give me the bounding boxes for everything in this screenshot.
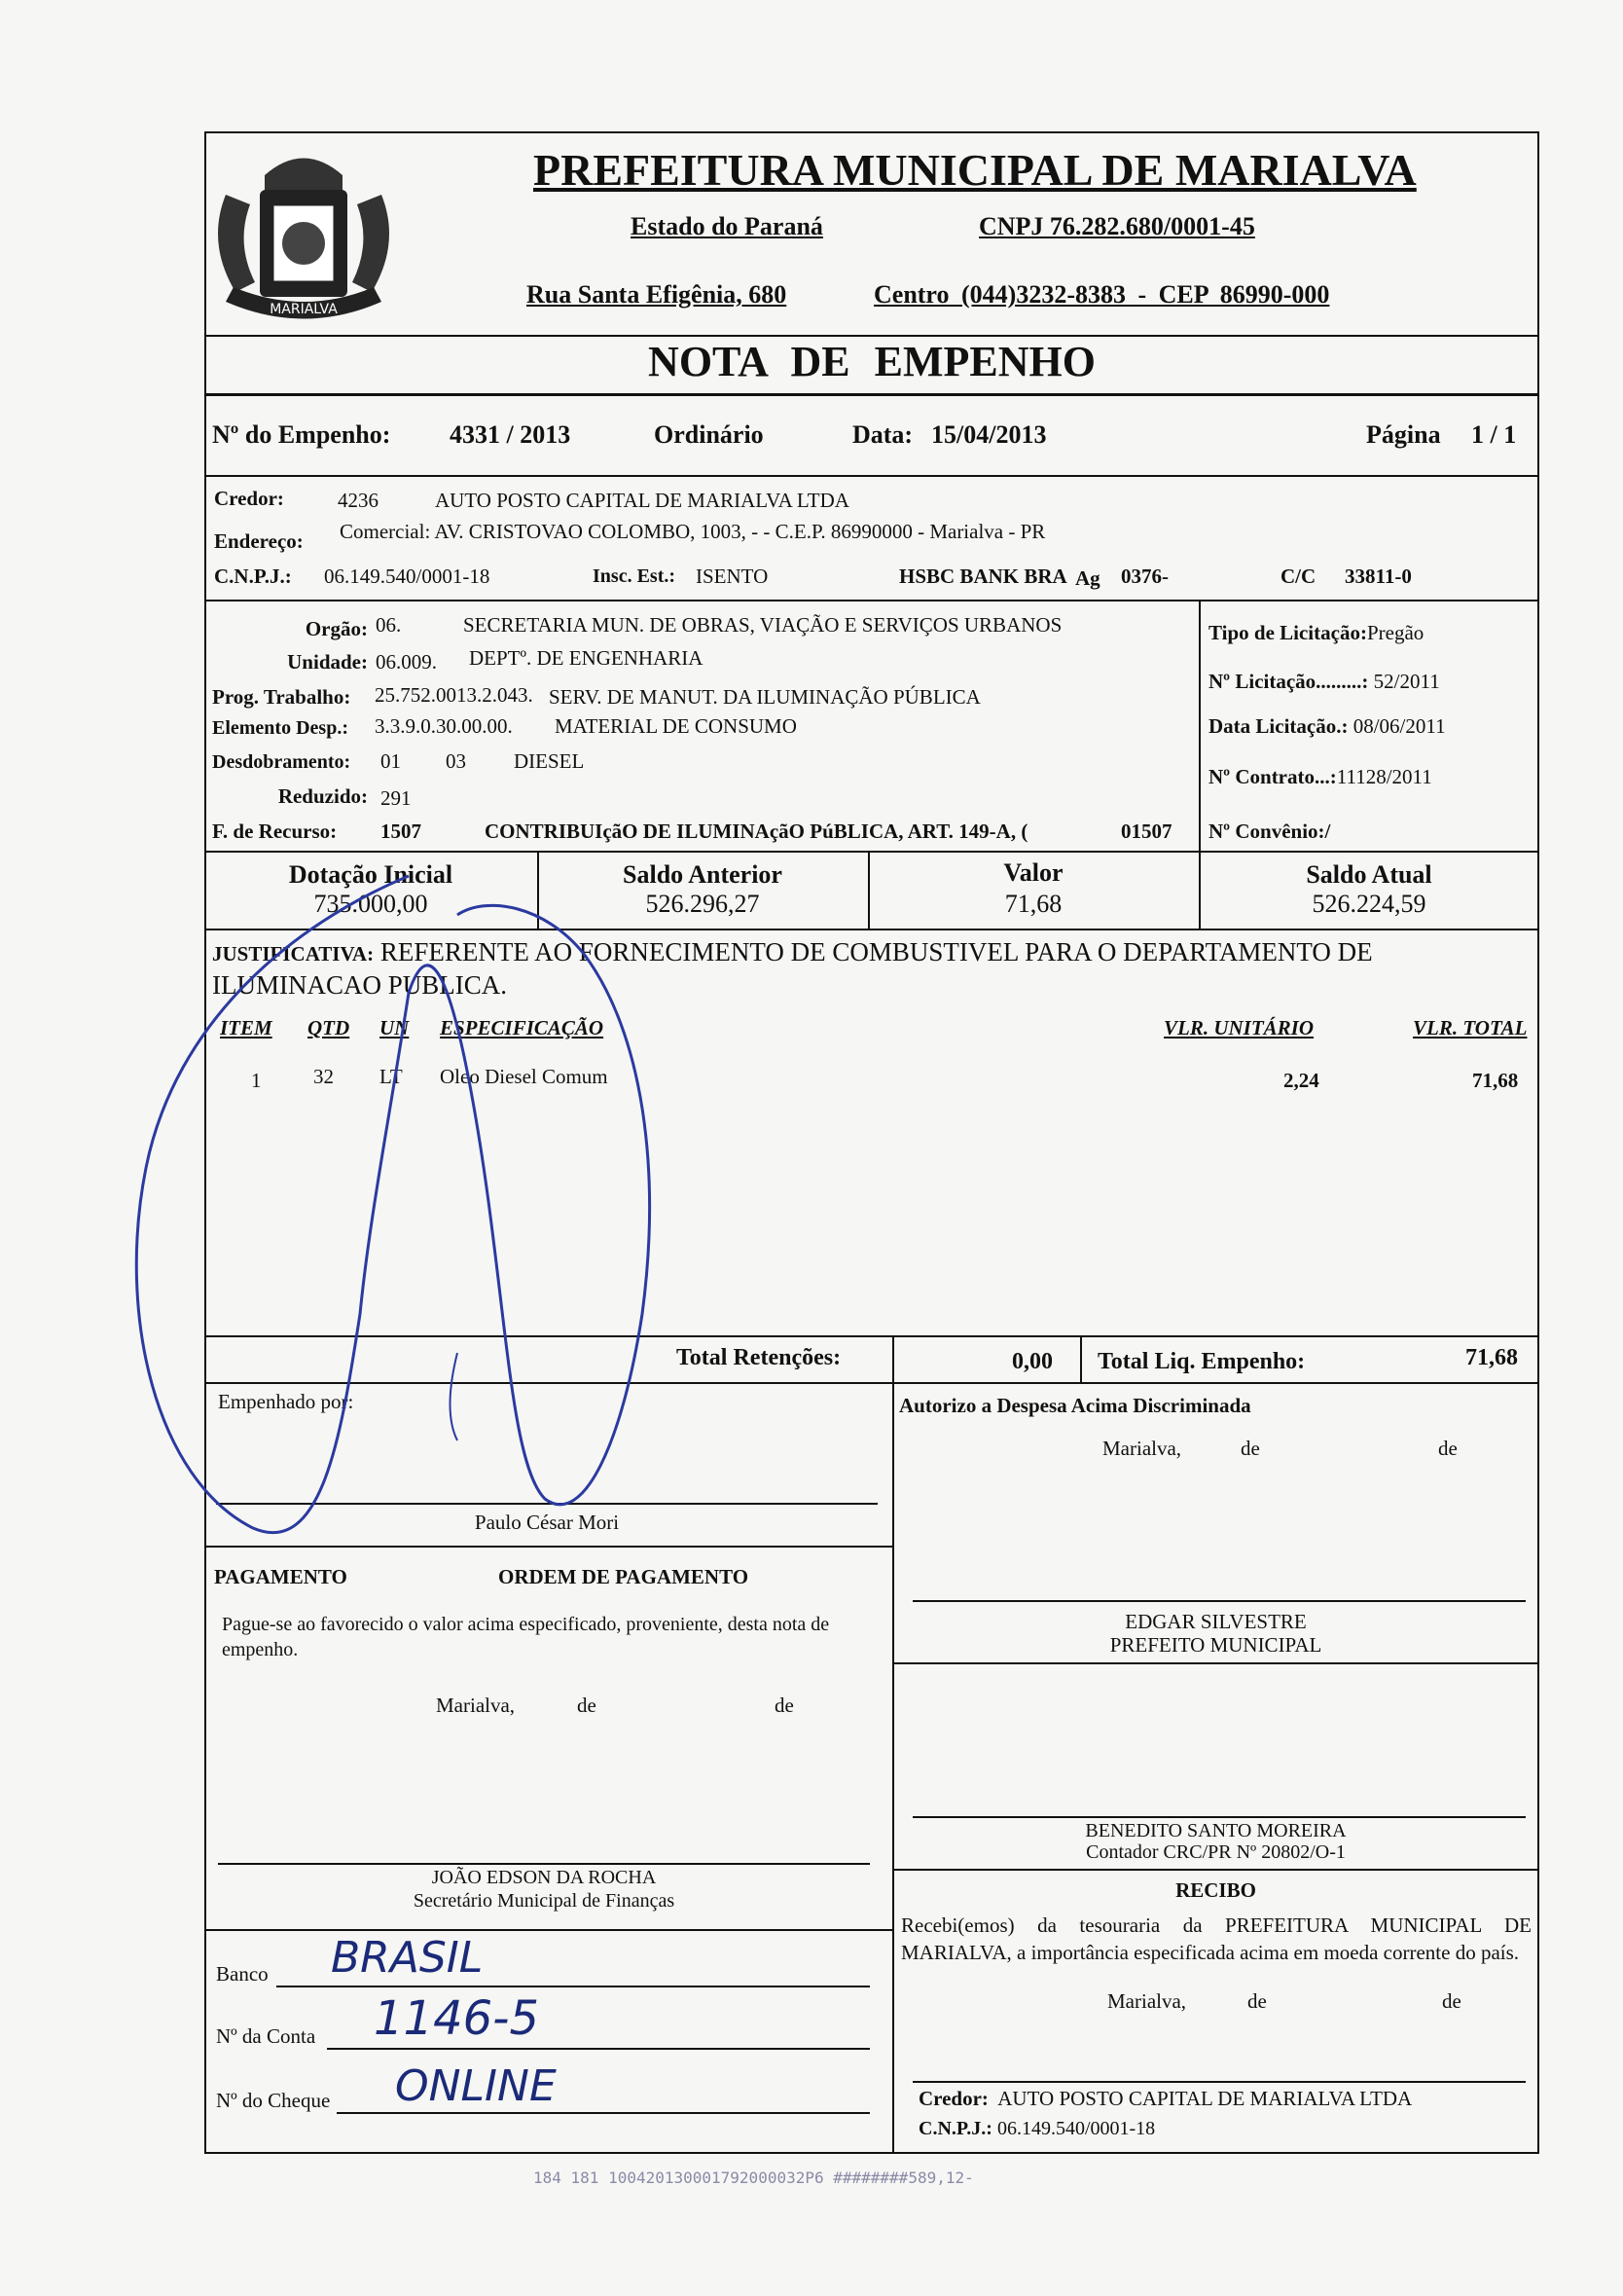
numero-contrato: Nº Contrato...:11128/2011 <box>1208 765 1432 788</box>
page-title: PREFEITURA MUNICIPAL DE MARIALVA <box>533 145 1417 195</box>
desdobramento-a: 01 <box>380 749 401 773</box>
pagamento-de-2: de <box>775 1694 794 1717</box>
header-un: UN <box>379 1016 410 1039</box>
empenhado-por-label: Empenhado por: <box>218 1390 354 1413</box>
row-vlr-total: 71,68 <box>1472 1069 1519 1092</box>
credor-name: AUTO POSTO CAPITAL DE MARIALVA LTDA <box>435 489 849 512</box>
unidade-code: 06.009. <box>376 650 437 674</box>
recurso-label: F. de Recurso: <box>212 820 338 843</box>
recibo-de-1: de <box>1247 1989 1267 2013</box>
district-phone-cep: Centro (044)3232-8383 - CEP 86990-000 <box>874 280 1330 309</box>
secretario-name: JOÃO EDSON DA ROCHA <box>431 1867 657 1888</box>
desdobramento-b: 03 <box>446 749 466 773</box>
orgao-code: 06. <box>376 613 402 637</box>
recurso-name: CONTRIBUIçãO DE ILUMINAçãO PúBLICA, ART. 149-A, ( <box>485 820 1028 843</box>
total-liq-label: Total Liq. Empenho: <box>1098 1349 1306 1374</box>
row-qtd: 32 <box>313 1065 334 1088</box>
state-label: Estado do Paraná <box>631 212 823 240</box>
conta-value: 1146-5 <box>374 1991 540 2046</box>
credor-code: 4236 <box>338 489 379 512</box>
recibo-credor: Credor: AUTO POSTO CAPITAL DE MARIALVA LTDA <box>919 2087 1413 2110</box>
endereco-label: Endereço: <box>214 529 304 553</box>
empenho-number: 4331 / 2013 <box>450 420 571 449</box>
pagamento-place: Marialva, <box>436 1694 516 1717</box>
elemento-name: MATERIAL DE CONSUMO <box>555 714 797 738</box>
secretario-title: Secretário Municipal de Finanças <box>413 1890 675 1912</box>
recibo-text: Recebi(emos) da tesouraria da PREFEITURA MUNICIPAL DE MARIALVA, a importância especificada acima em moeda corrente do país. <box>901 1913 1532 1964</box>
autorizo-de-2: de <box>1438 1437 1458 1460</box>
recibo-title: RECIBO <box>1175 1878 1256 1902</box>
bank-name: HSBC BANK BRA <box>899 565 1067 588</box>
total-retencoes-label: Total Retenções: <box>676 1345 842 1370</box>
footer-code: 184 181 100420130001792000032P6 ########589,12- <box>533 2168 974 2187</box>
total-liq-value: 71,68 <box>1465 1345 1518 1370</box>
unidade-label: Unidade: <box>287 650 368 674</box>
autorizo-de-1: de <box>1241 1437 1260 1460</box>
empenho-type: Ordinário <box>654 420 764 449</box>
tipo-licitacao-label: Tipo de Licitação:Pregão <box>1208 621 1425 644</box>
dotacao-label: Dotação Inicial <box>288 860 453 889</box>
header-item: ITEM <box>220 1016 272 1039</box>
prefeito-title: PREFEITO MUNICIPAL <box>1109 1633 1322 1657</box>
header-vlr-total: VLR. TOTAL <box>1413 1016 1528 1039</box>
date-value: 15/04/2013 <box>931 420 1047 449</box>
data-licitacao: Data Licitação.: 08/06/2011 <box>1208 714 1446 738</box>
pagamento-de-1: de <box>577 1694 596 1717</box>
elemento-label: Elemento Desp.: <box>212 717 348 739</box>
empenhado-por-name: Paulo César Mori <box>474 1511 620 1534</box>
numero-licitacao: Nº Licitação.........: 52/2011 <box>1208 670 1440 693</box>
document-title: NOTA DE EMPENHO <box>648 338 1096 385</box>
header-vlr-unitario: VLR. UNITÁRIO <box>1164 1016 1315 1039</box>
prog-name: SERV. DE MANUT. DA ILUMINAÇÃO PÚBLICA <box>549 685 981 709</box>
recibo-place: Marialva, <box>1107 1989 1187 2013</box>
pagamento-label: PAGAMENTO <box>214 1565 347 1588</box>
unidade-name: DEPTº. DE ENGENHARIA <box>469 646 703 670</box>
justificativa-label: JUSTIFICATIVA: <box>212 942 375 966</box>
empenho-label: Nº do Empenho: <box>212 420 391 449</box>
desdobramento-label: Desdobramento: <box>212 751 351 773</box>
desdobramento-name: DIESEL <box>514 749 585 773</box>
header-especificacao: ESPECIFICAÇÃO <box>440 1016 604 1039</box>
credor-label: Credor: <box>214 487 284 510</box>
pagamento-text: Pague-se ao favorecido o valor acima especificado, proveniente, desta nota de empenho. <box>222 1614 830 1660</box>
date-label: Data: <box>852 420 914 449</box>
insc-label: Insc. Est.: <box>593 565 676 587</box>
crest-logo <box>206 136 401 341</box>
cnpj-label: CNPJ 76.282.680/0001-45 <box>979 212 1255 240</box>
page-label: Página <box>1366 420 1441 449</box>
conta-label: Nº da Conta <box>216 2024 316 2048</box>
justificativa <box>212 936 1526 1001</box>
justificativa-text: REFERENTE AO FORNECIMENTO DE COMBUSTIVEL PARA O DEPARTAMENTO DE ILUMINACAO PUBLICA. <box>212 937 1373 1000</box>
insc-value: ISENTO <box>696 565 769 588</box>
row-item: 1 <box>251 1069 262 1092</box>
reduzido-value: 291 <box>380 786 412 810</box>
saldo-atual-value: 526.224,59 <box>1312 890 1426 918</box>
orgao-name: SECRETARIA MUN. DE OBRAS, VIAÇÃO E SERVIÇOS URBANOS <box>463 613 1063 637</box>
ag-label: Ag <box>1075 566 1100 590</box>
total-retencoes-value: 0,00 <box>1012 1349 1053 1374</box>
numero-convenio: Nº Convênio:/ <box>1208 820 1331 843</box>
orgao-label: Orgão: <box>305 617 368 640</box>
recurso-code-2: 01507 <box>1121 820 1172 843</box>
row-un: LT <box>379 1065 403 1088</box>
dotacao-value: 735.000,00 <box>313 890 428 918</box>
saldo-anterior-label: Saldo Anterior <box>623 860 782 889</box>
credor-address: Comercial: AV. CRISTOVAO COLOMBO, 1003, - - C.E.P. 86990000 - Marialva - PR <box>340 520 1046 543</box>
valor-value: 71,68 <box>1004 890 1063 918</box>
crest-text: MARIALVA <box>270 302 338 317</box>
credor-cnpj: 06.149.540/0001-18 <box>324 565 490 588</box>
elemento-code: 3.3.9.0.30.00.00. <box>375 714 513 738</box>
row-vlr-unitario: 2,24 <box>1283 1069 1319 1092</box>
autorizo-label: Autorizo a Despesa Acima Discriminada <box>899 1394 1251 1417</box>
contador-name: BENEDITO SANTO MOREIRA <box>1085 1820 1347 1841</box>
prefeito-name: EDGAR SILVESTRE <box>1125 1610 1307 1633</box>
cc-value: 33811-0 <box>1345 565 1412 588</box>
cc-label: C/C <box>1280 565 1316 588</box>
saldo-atual-label: Saldo Atual <box>1306 860 1432 889</box>
recibo-cnpj: C.N.P.J.: 06.149.540/0001-18 <box>919 2118 1156 2139</box>
cnpj-label-credor: C.N.P.J.: <box>214 565 292 588</box>
header-qtd: QTD <box>307 1016 350 1039</box>
ag-value: 0376- <box>1121 565 1169 588</box>
cheque-value: ONLINE <box>395 2061 557 2111</box>
recurso-code: 1507 <box>380 820 421 843</box>
prog-label: Prog. Trabalho: <box>212 685 351 709</box>
prog-code: 25.752.0013.2.043. <box>375 683 533 707</box>
cheque-label: Nº do Cheque <box>216 2089 331 2112</box>
reduzido-label: Reduzido: <box>277 784 368 808</box>
valor-label: Valor <box>1003 858 1064 887</box>
recibo-de-2: de <box>1442 1989 1461 2013</box>
address-label: Rua Santa Efigênia, 680 <box>526 280 787 309</box>
contador-title: Contador CRC/PR Nº 20802/O-1 <box>1086 1841 1346 1863</box>
banco-label: Banco <box>216 1962 269 1986</box>
row-especificacao: Oleo Diesel Comum <box>440 1065 608 1088</box>
autorizo-place: Marialva, <box>1102 1437 1182 1460</box>
saldo-anterior-value: 526.296,27 <box>645 890 760 918</box>
banco-value: BRASIL <box>331 1933 484 1983</box>
ordem-pagamento-label: ORDEM DE PAGAMENTO <box>498 1565 749 1588</box>
page-number: 1 / 1 <box>1471 420 1517 449</box>
